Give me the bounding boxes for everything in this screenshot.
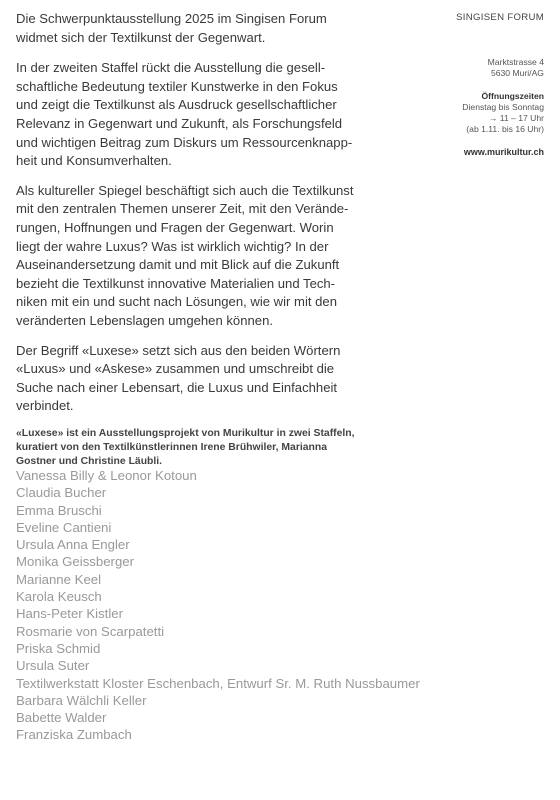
intro-paragraph-1: Die Schwerpunktausstellung 2025 im Singisen Forum widmet sich der Textilkunst der Gegenwart. bbox=[16, 11, 327, 45]
opening-hours-title: Öffnungszeiten bbox=[481, 91, 544, 101]
artist-list bbox=[16, 467, 420, 744]
artist-name: Claudia Bucher bbox=[16, 485, 107, 501]
artist-name: Monika Geissberger bbox=[16, 554, 135, 570]
artist-name: Textilwerkstatt Kloster Eschenbach, Entwurf Sr. M. Ruth Nussbaumer bbox=[16, 675, 420, 691]
artist-name: Vanessa Billy & Leonor Kotoun bbox=[16, 468, 197, 483]
hours-days: Dienstag bis Sonntag bbox=[462, 102, 544, 112]
address-street: Marktstrasse 4 bbox=[487, 57, 544, 67]
intro-paragraph-4: Der Begriff «Luxese» setzt sich aus den beiden Wörtern «Luxus» und «Askese» zusammen und umschreibt die Suche nach einer Lebensart, die Luxus und Einfachheit verbindet. bbox=[16, 342, 341, 414]
artist-name: Babette Walder bbox=[16, 710, 107, 726]
intro-paragraph-3: Als kultureller Spiegel beschäftigt sich auch die Textilkunst mit den zentralen Themen unserer Zeit, mit den Verände- rungen, Hoffnungen und Fragen der Gegenwart. Worin liegt der wahre Luxus? Was ist wirklich wichtig? In der Auseinandersetzung damit und mit Blick auf die Zukunft bezieht die Textilkunst innovative Materialien und Tech- niken mit ein und sucht nach Lösungen, wie wir mit den veränderten Lebenslagen umgehen können. bbox=[16, 182, 354, 328]
artist-name: Ursula Anna Engler bbox=[16, 537, 130, 553]
address-city: 5630 Muri/AG bbox=[490, 68, 544, 78]
artist-name: Hans-Peter Kistler bbox=[16, 606, 124, 622]
artist-name: Priska Schmid bbox=[16, 640, 101, 656]
sidebar-info bbox=[404, 12, 544, 157]
hours-time: → 11 – 17 Uhr bbox=[488, 113, 544, 123]
artist-name: Eveline Cantieni bbox=[16, 519, 112, 535]
venue-name: SINGISEN FORUM bbox=[456, 12, 544, 23]
artist-name: Rosmarie von Scarpatetti bbox=[16, 623, 165, 639]
artist-name: Emma Bruschi bbox=[16, 502, 102, 518]
artist-name: Marianne Keel bbox=[16, 571, 102, 587]
artist-name: Franziska Zumbach bbox=[16, 727, 132, 743]
opening-hours bbox=[404, 102, 544, 135]
artist-name: Karola Keusch bbox=[16, 589, 102, 605]
intro-paragraph-2: In der zweiten Staffel rückt die Ausstellung die gesell- schaftliche Bedeutung textiler Kunstwerke in den Fokus und zeigt die Textilkunst als Ausdruck gesellschaftlicher Relevanz in Gegenwart und Zukunft, als Forschungsfeld und wichtigen Beitrag zum Diskurs um Ressourcenknapp- heit und Konsumverhalten. bbox=[16, 60, 353, 169]
project-credit: «Luxese» ist ein Ausstellungsprojekt von Murikultur in zwei Staffeln, kuratiert von den Textilkünstlerinnen Irene Brühwiler, Marianna Gostner und Christine Läubli. bbox=[16, 427, 355, 467]
artist-name: Barbara Wälchli Keller bbox=[16, 692, 147, 708]
website-link[interactable]: www.murikultur.ch bbox=[463, 147, 544, 157]
intro-text bbox=[16, 10, 396, 469]
venue-address bbox=[404, 57, 544, 79]
hours-winter: (ab 1.11. bis 16 Uhr) bbox=[466, 124, 544, 134]
artist-name: Ursula Suter bbox=[16, 658, 90, 674]
